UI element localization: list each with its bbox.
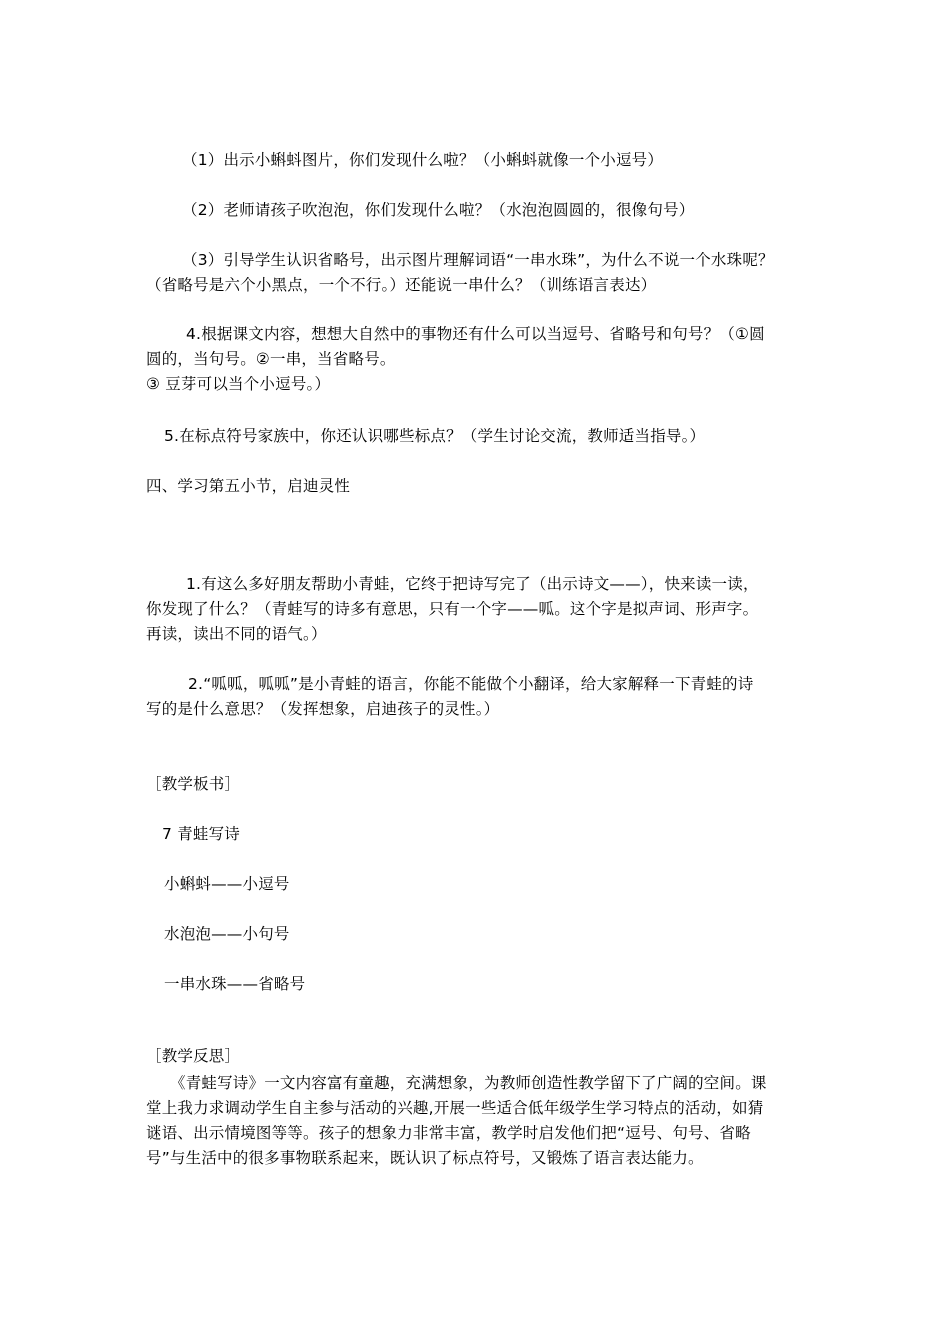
- board-line-2: 水泡泡——小句号: [164, 925, 290, 943]
- section-4-item-1-line-2: 你发现了什么？（青蛙写的诗多有意思，只有一个字——呱。这个字是拟声词、形声字。: [146, 600, 759, 618]
- section-4-item-1: [146, 572, 814, 647]
- item-4-line-3: ③ 豆芽可以当个小逗号。）: [146, 375, 331, 393]
- paragraph-item-3: [146, 248, 814, 298]
- reflection-line-1: 《青蛙写诗》一文内容富有童趣，充满想象，为教师创造性教学留下了广阔的空间。课: [170, 1074, 767, 1092]
- reflection-body: [146, 1071, 814, 1171]
- reflection-line-2: 堂上我力求调动学生自主参与活动的兴趣,开展一些适合低年级学生学习特点的活动，如猜: [146, 1099, 764, 1117]
- section-4-item-1-line-3: 再读，读出不同的语气。）: [146, 625, 327, 643]
- item-3-line-1: （3）引导学生认识省略号，出示图片理解词语“一串水珠”，为什么不说一个水珠呢？: [182, 251, 774, 269]
- paragraph-item-4: [146, 322, 814, 397]
- section-4-item-2: [146, 672, 814, 722]
- paragraph-item-5: 5.在标点符号家族中，你还认识哪些标点？（学生讨论交流，教师适当指导。）: [164, 427, 706, 445]
- section-4-heading: 四、学习第五小节，启迪灵性: [146, 477, 351, 495]
- item-3-line-2: （省略号是六个小黑点，一个不行。）还能说一串什么？（训练语言表达）: [146, 276, 657, 294]
- item-4-line-2: 圆的，当句号。②一串，当省略号。: [146, 350, 396, 368]
- board-heading: ［教学板书］: [146, 775, 241, 793]
- paragraph-item-2: （2）老师请孩子吹泡泡，你们发现什么啦？（水泡泡圆圆的，很像句号）: [182, 201, 695, 219]
- item-4-line-1: 4.根据课文内容，想想大自然中的事物还有什么可以当逗号、省略号和句号？（①圆: [186, 325, 765, 343]
- board-title: 7 青蛙写诗: [162, 825, 240, 843]
- reflection-line-4: 号”与生活中的很多事物联系起来，既认识了标点符号，又锻炼了语言表达能力。: [146, 1149, 704, 1167]
- board-line-1: 小蝌蚪——小逗号: [164, 875, 290, 893]
- section-4-item-2-line-1: 2.“呱呱，呱呱”是小青蛙的语言，你能不能做个小翻译，给大家解释一下青蛙的诗: [188, 675, 754, 693]
- reflection-heading: ［教学反思］: [146, 1047, 241, 1065]
- board-line-3: 一串水珠——省略号: [164, 975, 306, 993]
- reflection-line-3: 谜语、出示情境图等等。孩子的想象力非常丰富，教学时启发他们把“逗号、句号、省略: [146, 1124, 751, 1142]
- paragraph-item-1: （1）出示小蝌蚪图片，你们发现什么啦？（小蝌蚪就像一个小逗号）: [182, 151, 664, 169]
- section-4-item-2-line-2: 写的是什么意思？（发挥想象，启迪孩子的灵性。）: [146, 700, 500, 718]
- section-4-item-1-line-1: 1.有这么多好朋友帮助小青蛙，它终于把诗写完了（出示诗文——），快来读一读，: [186, 575, 759, 593]
